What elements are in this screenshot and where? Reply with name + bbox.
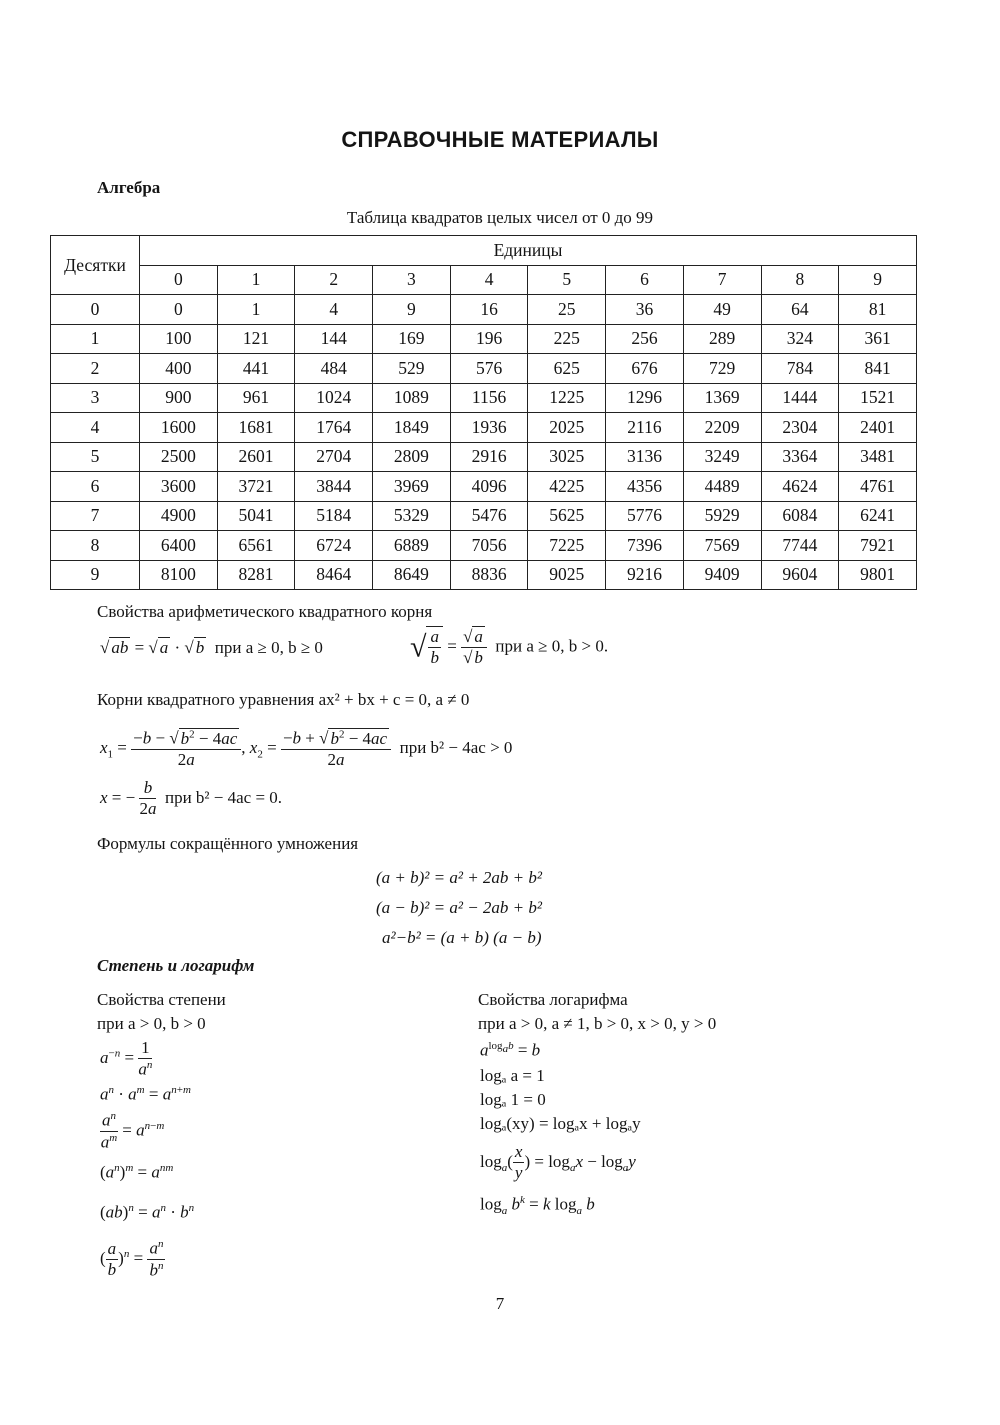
table-row [51,442,917,472]
square-value: 1089 [373,383,451,413]
square-value: 3844 [295,472,373,502]
square-value: 324 [761,324,839,354]
power-formula-fraction: ( $\frac{a}{b}$ )$^n$ = $\frac{a^n}{b^n}$ [100,1238,164,1280]
tens-digit: 9 [51,560,140,590]
square-value: 2500 [140,442,218,472]
mult-formula-3: a²−b² = (a + b) (a − b) [382,928,542,947]
square-value: 64 [761,295,839,325]
quad-heading: Корни квадратного уравнения ax² + bx + c = 0, a ≠ 0 [97,690,470,709]
square-value: 3136 [606,442,684,472]
unit-digit-header: 7 [683,265,761,295]
square-value: 8836 [450,560,528,590]
square-value: 400 [140,354,218,384]
tens-digit: 1 [51,324,140,354]
square-value: 9801 [839,560,917,590]
square-value: 1764 [295,413,373,443]
unit-digit-header: 4 [450,265,528,295]
square-value: 1024 [295,383,373,413]
square-value: 6400 [140,531,218,561]
square-value: 2601 [217,442,295,472]
square-value: 900 [140,383,218,413]
square-value: 4225 [528,472,606,502]
square-value: 1 [217,295,295,325]
log-formula-3: logₐ(xy) = logₐx + logₐy [480,1114,641,1133]
power-formula-negative: $a^{-n}$ = $\frac{1}{a^n}$ [100,1038,153,1080]
page-title: СПРАВОЧНЫЕ МАТЕРИАЛЫ [341,127,659,152]
units-header: Единицы [140,236,917,266]
square-value: 2304 [761,413,839,443]
square-value: 9 [373,295,451,325]
square-value: 2916 [450,442,528,472]
square-value: 9409 [683,560,761,590]
square-value: 81 [839,295,917,325]
square-value: 7921 [839,531,917,561]
sqrt-heading: Свойства арифметического квадратного корня [97,602,433,621]
unit-digit-header: 1 [217,265,295,295]
table-row [51,295,917,325]
unit-digit-header: 9 [839,265,917,295]
square-value: 6241 [839,501,917,531]
unit-digit-header: 2 [295,265,373,295]
square-value: 5625 [528,501,606,531]
quad-roots-formula: $x_1$ = $\frac{-b - √ b^2 - 4ac}{2a}$ , $x_2$ = $\frac{-b + √ b^2 - 4ac}{2a}$ при b² − 4ac > 0 [100,728,513,770]
square-value: 841 [839,354,917,384]
power-formula-product: $a^n \cdot a^m = a^{n+m}$ [100,1084,191,1104]
log-cond: при a > 0, a ≠ 1, b > 0, x > 0, y > 0 [478,1014,717,1033]
table-row [51,383,917,413]
square-value: 9216 [606,560,684,590]
sqrt-formula-product: √ ab = √ a · √ b при a ≥ 0, b ≥ 0 [100,638,323,657]
square-value: 2809 [373,442,451,472]
square-value: 484 [295,354,373,384]
power-formula-ab: $(ab)^n = a^n \cdot b^n$ [100,1202,195,1222]
square-value: 4624 [761,472,839,502]
tens-digit: 6 [51,472,140,502]
square-value: 144 [295,324,373,354]
power-formula-quotient: $\frac{a^n}{a^m}$ = $a^{n-m}$ [100,1110,165,1152]
power-cond: при a > 0, b > 0 [97,1014,206,1033]
unit-digit-header: 0 [140,265,218,295]
square-value: 1849 [373,413,451,443]
log-formula-identity: $a^{log_ab} = b$ [480,1040,541,1060]
quad-cond-2: при b² − 4ac = 0. [164,787,283,807]
unit-digit-header: 6 [606,265,684,295]
table-row [51,413,917,443]
squares-table [50,235,917,590]
square-value: 7744 [761,531,839,561]
square-value: 625 [528,354,606,384]
square-value: 2025 [528,413,606,443]
tens-digit: 3 [51,383,140,413]
square-value: 7569 [683,531,761,561]
square-value: 1369 [683,383,761,413]
square-value: 784 [761,354,839,384]
square-value: 2116 [606,413,684,443]
square-value: 1296 [606,383,684,413]
square-value: 9025 [528,560,606,590]
square-value: 3721 [217,472,295,502]
tens-digit: 0 [51,295,140,325]
square-value: 8281 [217,560,295,590]
square-value: 8100 [140,560,218,590]
square-value: 729 [683,354,761,384]
square-value: 6889 [373,531,451,561]
square-value: 6084 [761,501,839,531]
square-value: 4356 [606,472,684,502]
square-value: 3600 [140,472,218,502]
square-value: 121 [217,324,295,354]
square-value: 6561 [217,531,295,561]
log-formula-power: $\log_a b^k = k$ $\log_a b$ [480,1194,595,1218]
square-value: 529 [373,354,451,384]
square-value: 3364 [761,442,839,472]
power-formula-power: $(a^n)^m = a^{nm}$ [100,1162,174,1182]
square-value: 441 [217,354,295,384]
table-row [51,324,917,354]
table-row [51,531,917,561]
table-row [51,472,917,502]
square-value: 5329 [373,501,451,531]
square-value: 1681 [217,413,295,443]
log-formula-2: logₐ 1 = 0 [480,1090,546,1109]
tens-digit: 8 [51,531,140,561]
square-value: 1936 [450,413,528,443]
square-value: 1444 [761,383,839,413]
square-value: 25 [528,295,606,325]
log-formula-quotient: $\log_a$( $\frac{x}{y}$ ) = $\log_ax - \log_ay$ [480,1142,636,1183]
tens-digit: 2 [51,354,140,384]
sqrt-cond-1: при a ≥ 0, b ≥ 0 [214,638,323,657]
power-heading: Свойства степени [97,990,226,1009]
mult-formula-1: (a + b)² = a² + 2ab + b² [376,868,542,887]
square-value: 5184 [295,501,373,531]
square-value: 256 [606,324,684,354]
square-value: 4 [295,295,373,325]
table-row [51,501,917,531]
square-value: 1600 [140,413,218,443]
square-value: 2704 [295,442,373,472]
tens-header: Десятки [51,236,140,295]
square-value: 3969 [373,472,451,502]
log-heading: Свойства логарифма [478,990,628,1009]
square-value: 169 [373,324,451,354]
square-value: 361 [839,324,917,354]
square-value: 4761 [839,472,917,502]
table-row [51,560,917,590]
square-value: 3249 [683,442,761,472]
quad-cond-1: при b² − 4ac > 0 [399,738,513,758]
mult-heading: Формулы сокращённого умножения [97,834,359,853]
unit-digit-header: 5 [528,265,606,295]
square-value: 9604 [761,560,839,590]
square-value: 3481 [839,442,917,472]
square-value: 5476 [450,501,528,531]
table-row [51,354,917,384]
square-value: 961 [217,383,295,413]
power-log-heading: Степень и логарифм [97,956,255,975]
algebra-heading: Алгебра [97,178,161,197]
mult-formula-2: (a − b)² = a² − 2ab + b² [376,898,542,917]
square-value: 0 [140,295,218,325]
square-value: 8464 [295,560,373,590]
square-value: 5929 [683,501,761,531]
unit-digit-header: 3 [373,265,451,295]
square-value: 4096 [450,472,528,502]
square-value: 676 [606,354,684,384]
square-value: 5776 [606,501,684,531]
tens-digit: 7 [51,501,140,531]
square-value: 16 [450,295,528,325]
square-value: 1225 [528,383,606,413]
log-formula-1: logₐ a = 1 [480,1066,545,1085]
tens-digit: 4 [51,413,140,443]
square-value: 100 [140,324,218,354]
tens-digit: 5 [51,442,140,472]
square-value: 576 [450,354,528,384]
square-value: 7225 [528,531,606,561]
square-value: 289 [683,324,761,354]
square-value: 196 [450,324,528,354]
square-value: 4900 [140,501,218,531]
square-value: 3025 [528,442,606,472]
square-value: 7056 [450,531,528,561]
quad-single-root: x = − $\frac{b}{2a}$ при b² − 4ac = 0. [100,778,283,819]
square-value: 6724 [295,531,373,561]
sqrt-formula-quotient: √ $\frac{a}{b}$ = $\frac{√ a}{√ b}$ при a ≥ 0, b > 0. [410,626,609,668]
sqrt-cond-2: при a ≥ 0, b > 0. [495,636,609,656]
square-value: 8649 [373,560,451,590]
table-caption: Таблица квадратов целых чисел от 0 до 99 [346,208,654,227]
square-value: 2401 [839,413,917,443]
square-value: 225 [528,324,606,354]
unit-digit-header: 8 [761,265,839,295]
square-value: 2209 [683,413,761,443]
square-value: 36 [606,295,684,325]
square-value: 49 [683,295,761,325]
square-value: 7396 [606,531,684,561]
square-value: 4489 [683,472,761,502]
square-value: 1521 [839,383,917,413]
square-value: 5041 [217,501,295,531]
page-number: 7 [495,1294,505,1313]
square-value: 1156 [450,383,528,413]
